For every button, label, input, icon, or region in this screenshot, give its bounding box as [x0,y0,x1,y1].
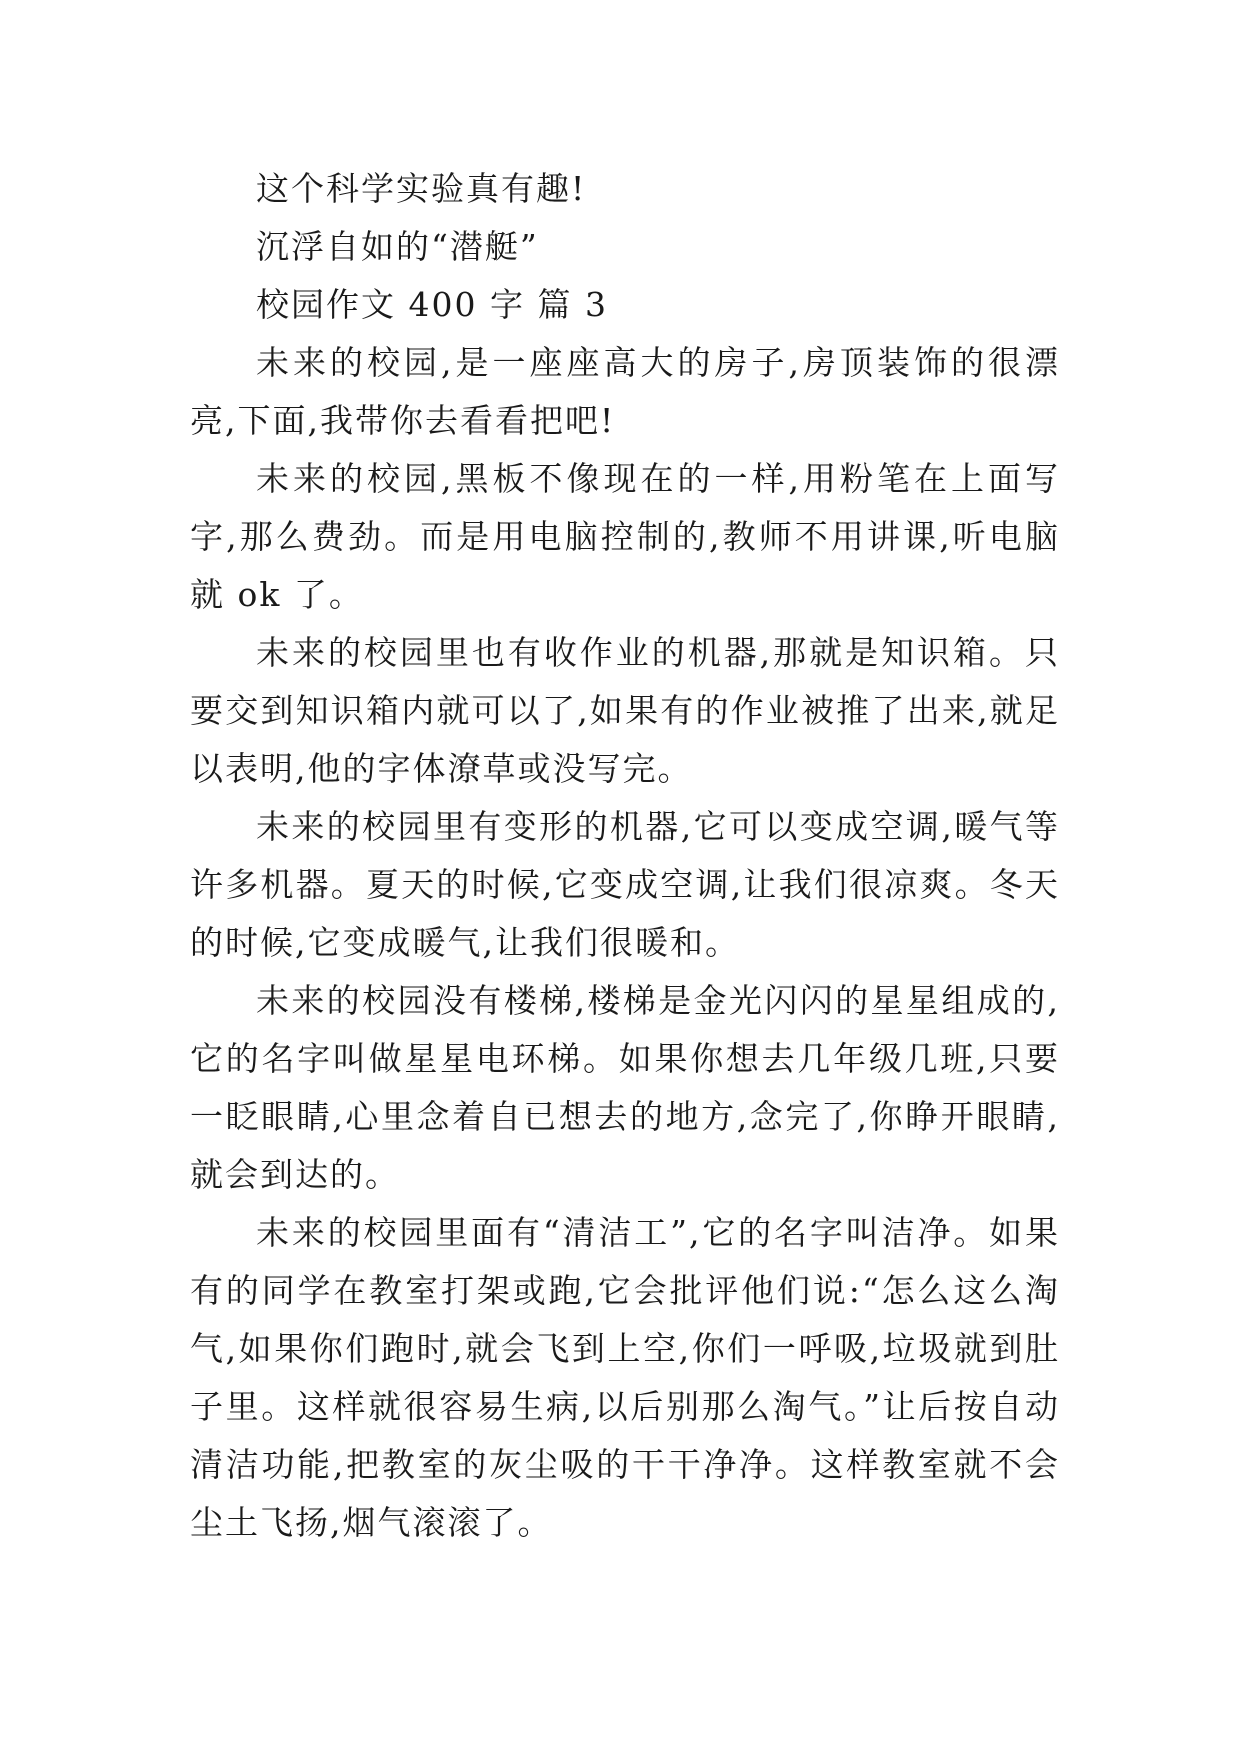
paragraph-future-campus-intro: 未来的校园,是一座座高大的房子,房顶装饰的很漂亮,下面,我带你去看看把吧! [190,343,1060,440]
paragraph-blackboard: 未来的校园,黑板不像现在的一样,用粉笔在上面写字,那么费劲。而是用电脑控制的,教师不用讲课,听电脑就 ok 了。 [190,459,1060,614]
section-heading: 校园作文 400 字 篇 3 [256,285,608,324]
document-body [190,160,1060,1552]
paragraph-transform-machine: 未来的校园里有变形的机器,它可以变成空调,暖气等许多机器。夏天的时候,它变成空调,让我们很凉爽。冬天的时候,它变成暖气,让我们很暖和。 [190,807,1060,962]
paragraph-experiment-fun: 这个科学实验真有趣! [256,169,587,208]
paragraph-star-elevator: 未来的校园没有楼梯,楼梯是金光闪闪的星星组成的,它的名字叫做星星电环梯。如果你想去几年级几班,只要一眨眼睛,心里念着自已想去的地方,念完了,你睁开眼睛,就会到达的。 [190,981,1060,1194]
paragraph-homework-box: 未来的校园里也有收作业的机器,那就是知识箱。只要交到知识箱内就可以了,如果有的作业被推了出来,就足以表明,他的字体潦草或没写完。 [190,633,1060,788]
paragraph-submarine-title: 沉浮自如的“潜艇” [256,227,539,266]
paragraph-cleaner: 未来的校园里面有“清洁工”,它的名字叫洁净。如果有的同学在教室打架或跑,它会批评他们说:“怎么这么淘气,如果你们跑时,就会飞到上空,你们一呼吸,垃圾就到肚子里。这样就很容易生病,以后别那么淘气。”让后按自动清洁功能,把教室的灰尘吸的干干净净。这样教室就不会尘土飞扬,烟气滚滚了。 [190,1213,1060,1542]
